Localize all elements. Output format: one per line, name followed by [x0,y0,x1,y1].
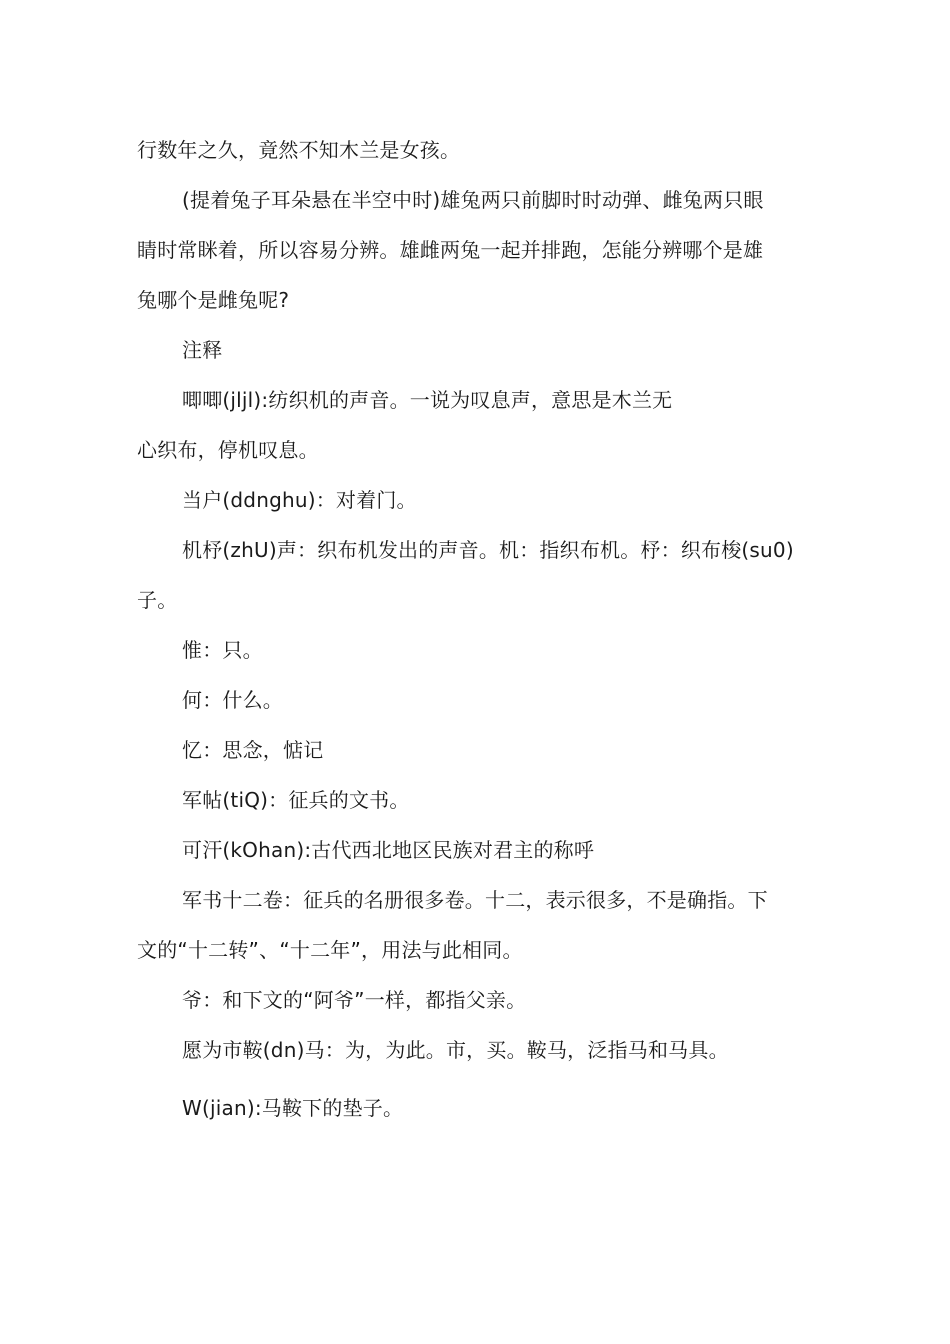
note-danghu: 当户(ddnghu)：对着门。 [182,488,417,512]
note-he: 何：什么。 [182,688,283,712]
note-anma: 愿为市鞍(dn)马：为，为此。市，买。鞍马，泛指马和马具。 [182,1038,729,1062]
note-jizhu: 机杼(zhU)声：织布机发出的声音。机：指织布机。杼：织布梭(su0) [182,538,794,562]
section-heading-notes: 注释 [182,338,223,362]
note-jiji-cont: 心织布，停机叹息。 [137,438,319,462]
note-juntie: 军帖(tiQ)：征兵的文书。 [182,788,410,812]
text-line-1: 行数年之久，竟然不知木兰是女孩。 [137,138,461,162]
text-line-3: 睛时常眯着，所以容易分辨。雄雌两兔一起并排跑，怎能分辨哪个是雄 [137,238,764,262]
note-ye: 爷：和下文的“阿爷”一样，都指父亲。 [182,988,527,1012]
note-jian: W(jian):马鞍下的垫子。 [182,1096,404,1120]
text-line-2: (提着兔子耳朵悬在半空中时)雄兔两只前脚时时动弹、雌兔两只眼 [182,188,764,212]
note-junshu-cont: 文的“十二转”、“十二年”，用法与此相同。 [137,938,523,962]
note-kehan: 可汗(kOhan):古代西北地区民族对君主的称呼 [182,838,595,862]
note-jiji: 唧唧(jljl):纺织机的声音。一说为叹息声，意思是木兰无 [182,388,673,412]
text-line-4: 兔哪个是雌兔呢? [137,288,290,312]
note-junshu: 军书十二卷：征兵的名册很多卷。十二，表示很多，不是确指。下 [182,888,768,912]
note-wei: 惟：只。 [182,638,263,662]
note-jizhu-cont: 子。 [137,588,178,612]
note-yi: 忆：思念，惦记 [182,738,324,762]
